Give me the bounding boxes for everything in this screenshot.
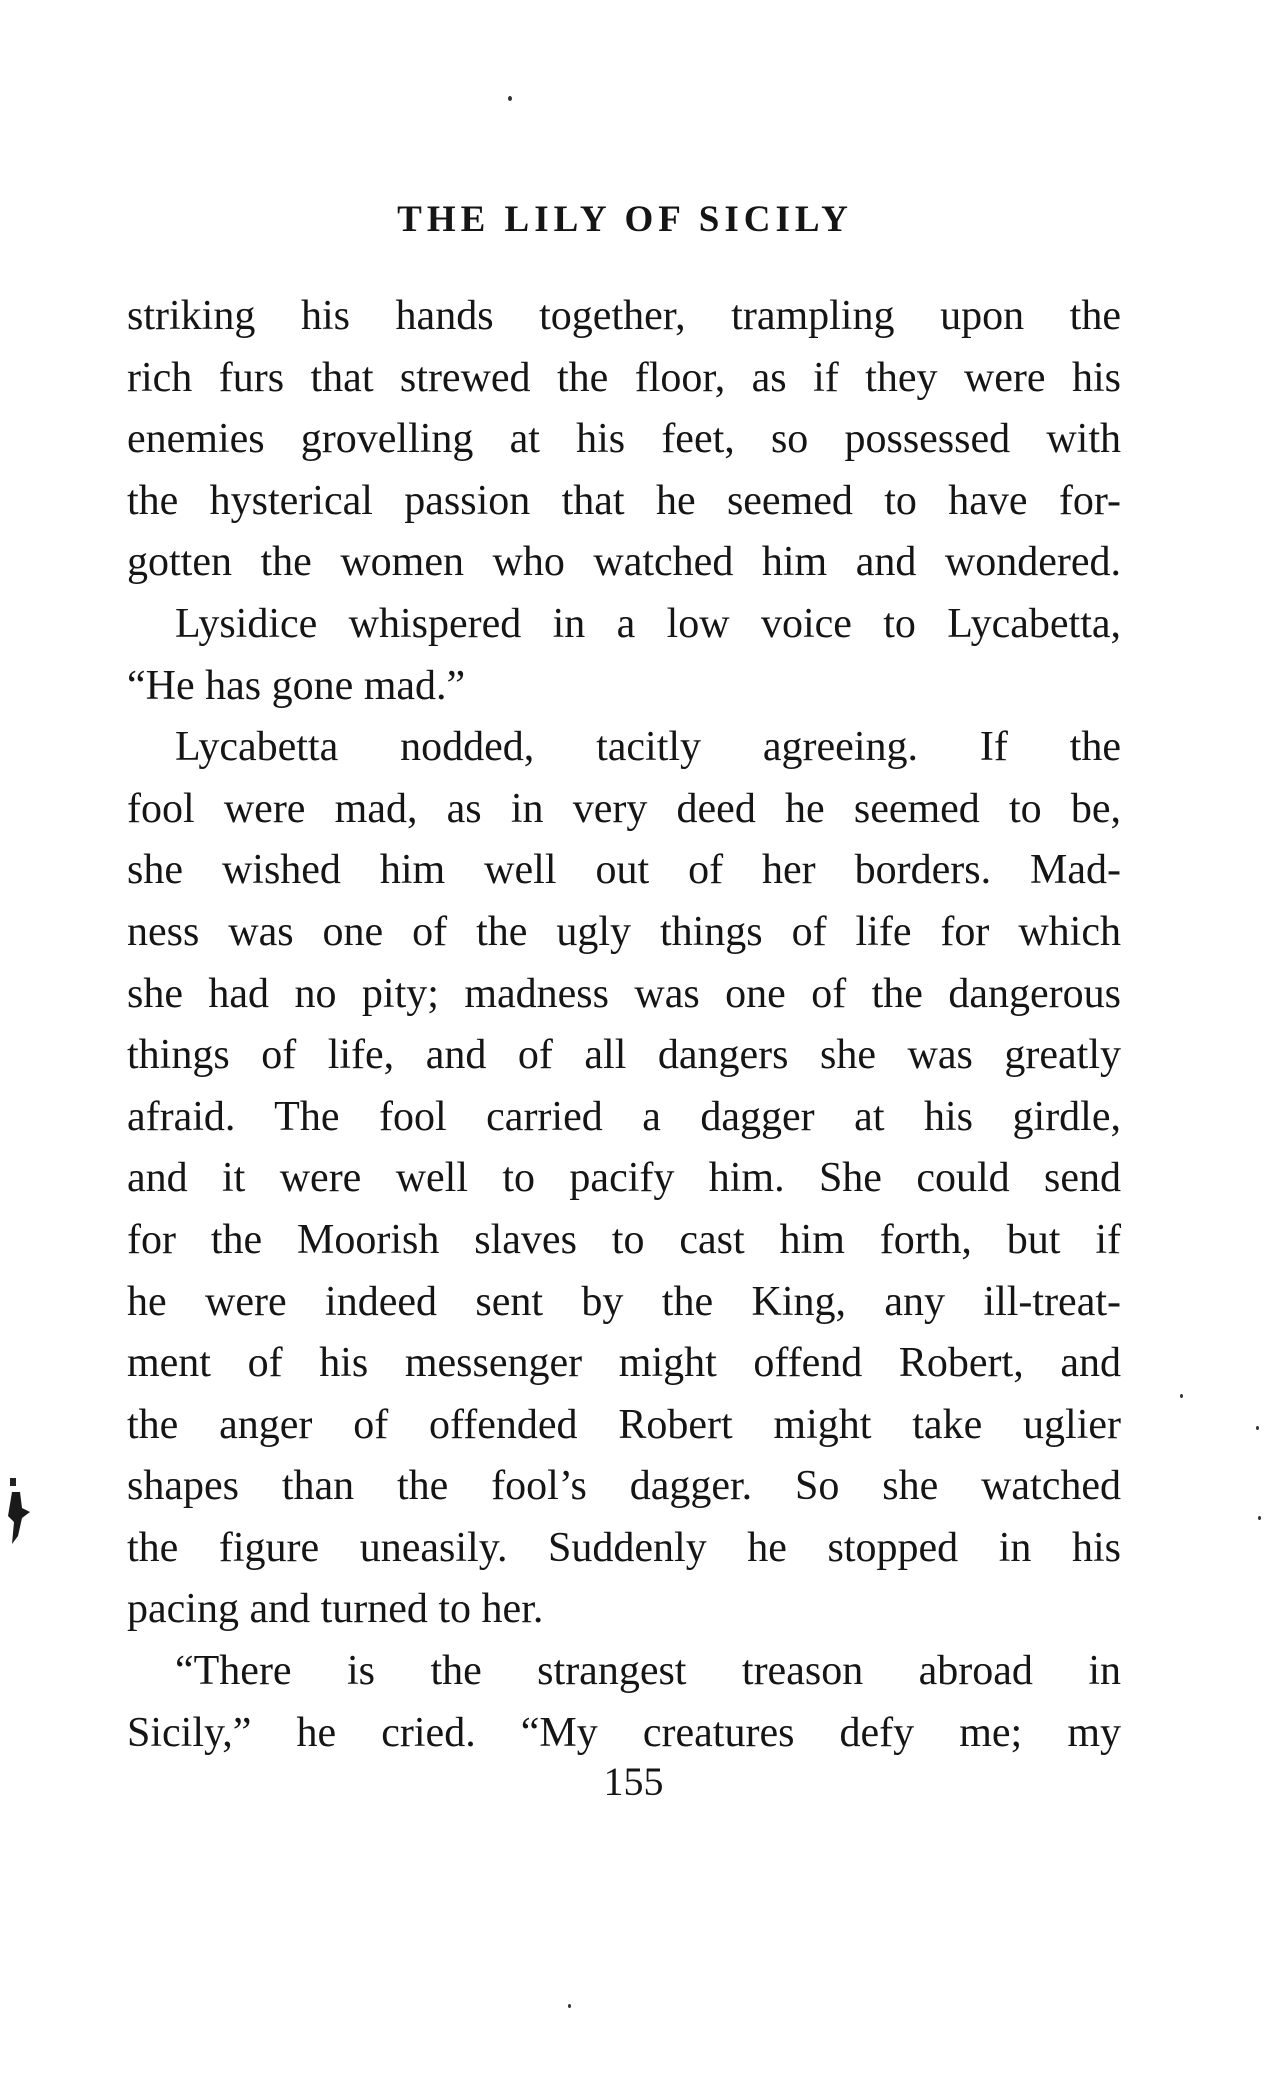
text-line: she wished him well out of her borders. Mad- [127,847,1121,894]
scan-speck [568,2004,571,2008]
text-line: “There is the strangest treason abroad in [175,1648,1121,1695]
scan-speck [1180,1394,1183,1398]
text-line: shapes than the fool’s dagger. So she watched [127,1463,1121,1510]
text-line: fool were mad, as in very deed he seemed to be, [127,785,1121,832]
text-line: Sicily,” he cried. “My creatures defy me; my [127,1709,1121,1756]
text-line: she had no pity; madness was one of the dangerous [127,970,1121,1017]
text-line: the figure uneasily. Suddenly he stopped in his [127,1524,1121,1571]
text-line: and it were well to pacify him. She could send [127,1155,1121,1202]
text-line: Lysidice whispered in a low voice to Lycabetta, [175,600,1121,647]
text-line: pacing and turned to her. [127,1586,544,1633]
scan-speck [1256,1426,1259,1430]
text-line: ment of his messenger might offend Robert, and [127,1340,1121,1387]
text-line: the hysterical passion that he seemed to have for- [127,477,1121,524]
body-text [127,286,1121,1764]
scan-speck [1258,1516,1261,1520]
text-line: enemies grovelling at his feet, so possessed with [127,416,1121,463]
text-line: striking his hands together, trampling upon the [127,293,1121,339]
text-line: the anger of offended Robert might take uglier [127,1401,1121,1448]
page-number: 155 [603,1759,664,1804]
running-head: THE LILY OF SICILY [397,199,853,240]
scan-speck [508,96,512,101]
margin-ink-mark [4,1478,32,1550]
text-line: Lycabetta nodded, tacitly agreeing. If the [175,724,1121,771]
text-line: ness was one of the ugly things of life for which [127,908,1121,955]
text-line: “He has gone mad.” [127,662,466,709]
text-line: gotten the women who watched him and wondered. [127,539,1121,586]
text-line: things of life, and of all dangers she was greatly [127,1032,1121,1079]
text-line: he were indeed sent by the King, any ill-treat- [127,1278,1121,1325]
text-line: for the Moorish slaves to cast him forth, but if [127,1216,1121,1263]
text-line: rich furs that strewed the floor, as if they were his [127,354,1121,401]
text-line: afraid. The fool carried a dagger at his girdle, [127,1093,1121,1140]
